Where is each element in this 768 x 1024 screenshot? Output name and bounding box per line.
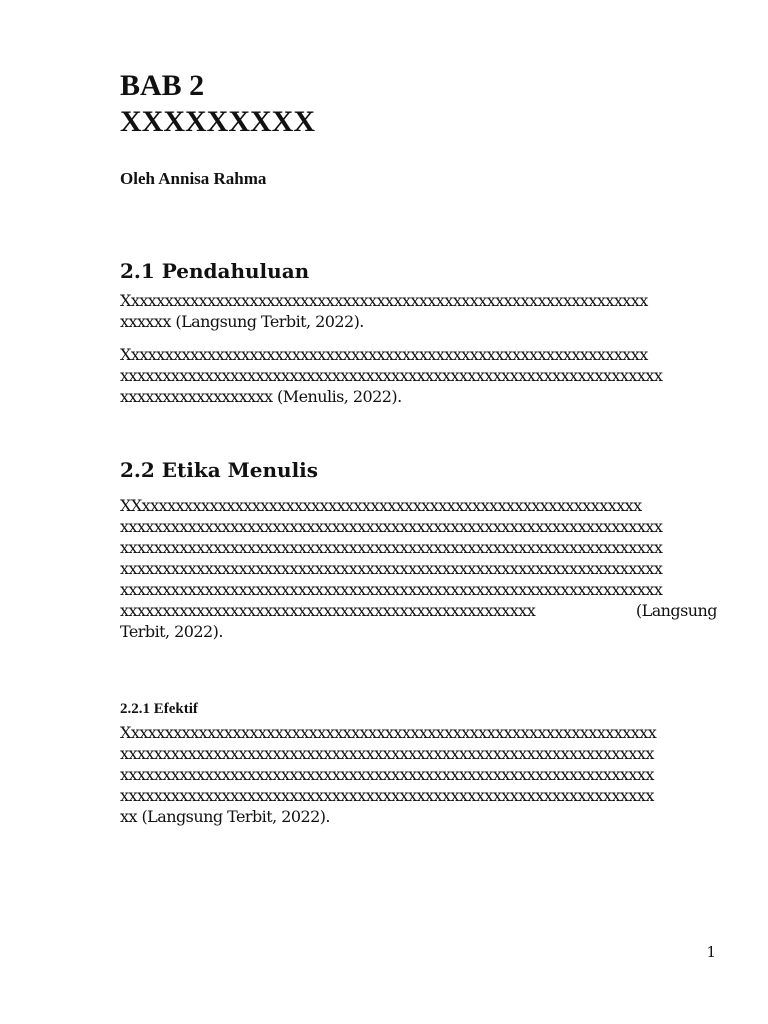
paragraph	[120, 722, 717, 827]
paragraph	[120, 495, 717, 642]
paragraph-line-text: xxxxxxxxxxxxxxxxxxxxxxxxxxxxxxxxxxxxxxxxxxxxxxxxx	[120, 601, 536, 620]
paragraph-line: XXxxxxxxxxxxxxxxxxxxxxxxxxxxxxxxxxxxxxxxxxxxxxxxxxxxxxxxxxxxx	[120, 496, 642, 515]
paragraph-line	[120, 600, 717, 621]
paragraph-line: Xxxxxxxxxxxxxxxxxxxxxxxxxxxxxxxxxxxxxxxxxxxxxxxxxxxxxxxxxxxxxx	[120, 345, 648, 364]
page-number: 1	[706, 943, 716, 961]
section-heading-etika-menulis: 2.2 Etika Menulis	[120, 458, 319, 482]
paragraph-line: xxxxxxxxxxxxxxxxxxxxxxxxxxxxxxxxxxxxxxxxxxxxxxxxxxxxxxxxxxxxxxxx	[120, 538, 663, 557]
paragraph-line: xxxxxxxxxxxxxxxxxx (Menulis, 2022).	[120, 387, 402, 406]
paragraph-line: xxxxxxxxxxxxxxxxxxxxxxxxxxxxxxxxxxxxxxxxxxxxxxxxxxxxxxxxxxxxxxxx	[120, 559, 663, 578]
chapter-number: BAB 2	[120, 69, 205, 102]
paragraph	[120, 344, 717, 407]
paragraph-line: xx (Langsung Terbit, 2022).	[120, 807, 330, 826]
subsection-heading-efektif: 2.2.1 Efektif	[120, 701, 198, 717]
paragraph-line: xxxxxxxxxxxxxxxxxxxxxxxxxxxxxxxxxxxxxxxxxxxxxxxxxxxxxxxxxxxxxxxx	[120, 517, 663, 536]
chapter-name: XXXXXXXXX	[120, 105, 315, 138]
paragraph-line: xxxxxxxxxxxxxxxxxxxxxxxxxxxxxxxxxxxxxxxxxxxxxxxxxxxxxxxxxxxxxxx	[120, 744, 654, 763]
paragraph	[120, 290, 717, 332]
paragraph-line: xxxxxxxxxxxxxxxxxxxxxxxxxxxxxxxxxxxxxxxxxxxxxxxxxxxxxxxxxxxxxxx	[120, 786, 654, 805]
paragraph-line: xxxxxxxxxxxxxxxxxxxxxxxxxxxxxxxxxxxxxxxxxxxxxxxxxxxxxxxxxxxxxxx	[120, 765, 654, 784]
paragraph-line: xxxxxx (Langsung Terbit, 2022).	[120, 312, 364, 331]
section-heading-pendahuluan: 2.1 Pendahuluan	[120, 259, 310, 283]
chapter-title	[120, 68, 717, 140]
paragraph-line: xxxxxxxxxxxxxxxxxxxxxxxxxxxxxxxxxxxxxxxxxxxxxxxxxxxxxxxxxxxxxxxx	[120, 366, 663, 385]
paragraph-line: Xxxxxxxxxxxxxxxxxxxxxxxxxxxxxxxxxxxxxxxxxxxxxxxxxxxxxxxxxxxxxx	[120, 291, 648, 310]
author-line: Oleh Annisa Rahma	[120, 169, 267, 188]
paragraph-line: xxxxxxxxxxxxxxxxxxxxxxxxxxxxxxxxxxxxxxxxxxxxxxxxxxxxxxxxxxxxxxxx	[120, 580, 663, 599]
paragraph-line: Xxxxxxxxxxxxxxxxxxxxxxxxxxxxxxxxxxxxxxxxxxxxxxxxxxxxxxxxxxxxxxx	[120, 723, 657, 742]
citation-start: (Langsung	[635, 601, 717, 620]
paragraph-line: Terbit, 2022).	[120, 622, 223, 641]
